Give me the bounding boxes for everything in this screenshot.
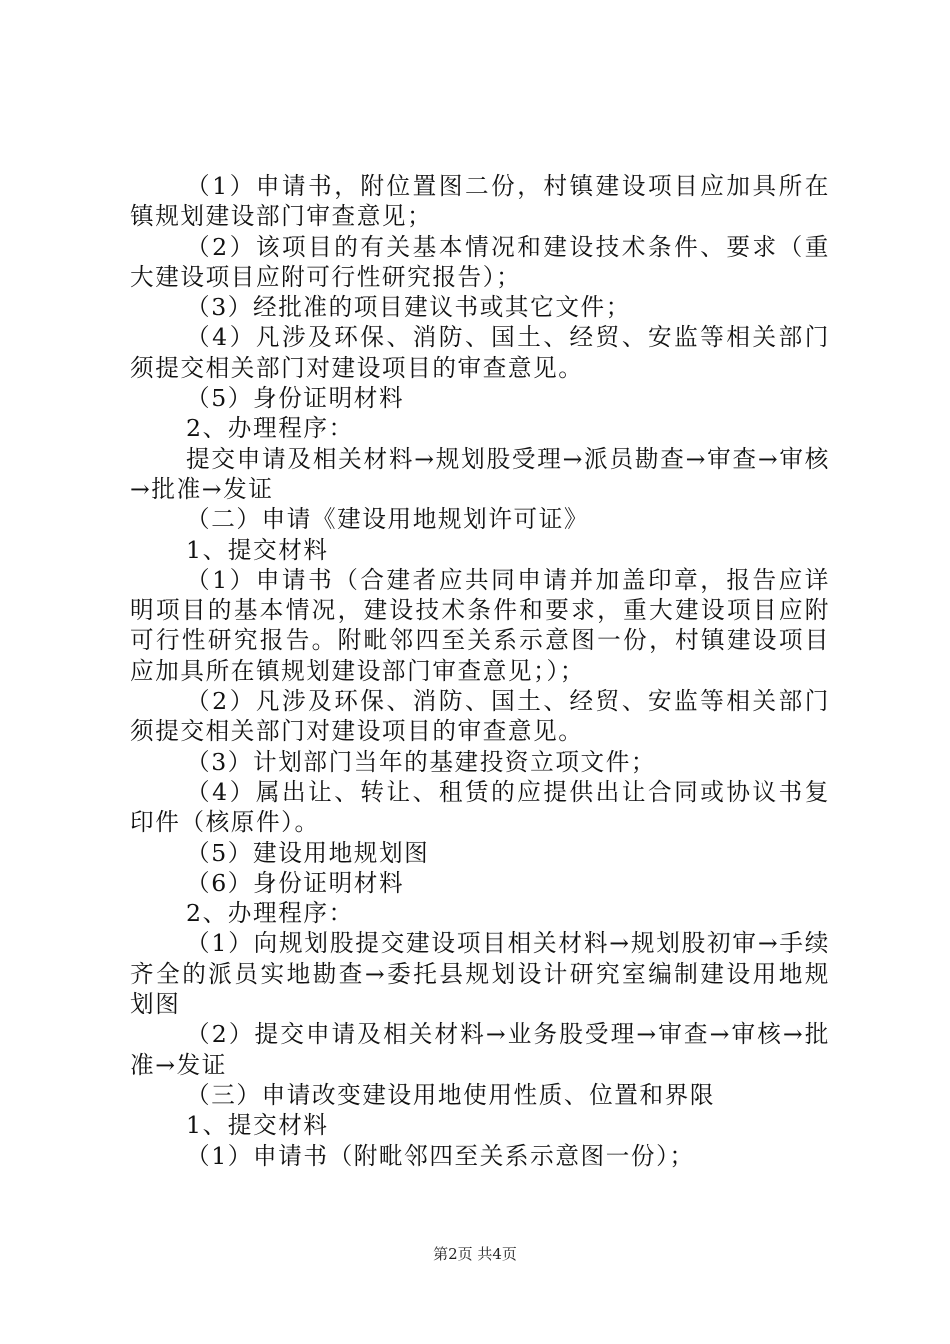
paragraph: （2）该项目的有关基本情况和建设技术条件、要求（重大建设项目应附可行性研究报告）； <box>130 232 830 291</box>
paragraph: （5）建设用地规划图 <box>186 838 430 867</box>
section-heading: （三）申请改变建设用地使用性质、位置和界限 <box>186 1080 716 1109</box>
section-heading: 1、提交材料 <box>186 1111 329 1140</box>
process-flow: 提交申请及相关材料→规划股受理→派员勘查→审查→审核→批准→发证 <box>130 444 830 503</box>
paragraph: （1）申请书（附毗邻四至关系示意图一份）； <box>186 1141 695 1170</box>
paragraph: （4）凡涉及环保、消防、国土、经贸、安监等相关部门须提交相关部门对建设项目的审查意见。 <box>130 323 830 382</box>
section-heading: 2、办理程序： <box>186 899 354 928</box>
paragraph: （4）属出让、转让、租赁的应提供出让合同或协议书复印件（核原件）。 <box>130 777 830 837</box>
body-text <box>130 171 830 1171</box>
paragraph: （6）身份证明材料 <box>186 868 405 897</box>
paragraph: （2）凡涉及环保、消防、国土、经贸、安监等相关部门须提交相关部门对建设项目的审查意见。 <box>130 687 830 746</box>
paragraph: （5）身份证明材料 <box>186 384 405 413</box>
paragraph: （1）申请书（合建者应共同申请并加盖印章，报告应详明项目的基本情况，建设技术条件和要求，重大建设项目应附可行性研究报告。附毗邻四至关系示意图一份，村镇建设项目应加具所在镇规划建设部门审查意见；）； <box>130 565 830 685</box>
section-heading: （二）申请《建设用地规划许可证》 <box>186 505 590 534</box>
paragraph: （1）申请书，附位置图二份，村镇建设项目应加具所在镇规划建设部门审查意见； <box>130 172 830 231</box>
process-flow: （1）向规划股提交建设项目相关材料→规划股初审→手续齐全的派员实地勘查→委托县规划设计研究室编制建设用地规划图 <box>130 929 830 1019</box>
section-heading: 2、办理程序： <box>186 414 354 443</box>
section-heading: 1、提交材料 <box>186 535 329 564</box>
paragraph: （3）经批准的项目建议书或其它文件； <box>186 293 631 322</box>
process-flow: （2）提交申请及相关材料→业务股受理→审查→审核→批准→发证 <box>130 1020 830 1079</box>
page-footer: 第2页 共4页 <box>433 1245 517 1263</box>
paragraph: （3）计划部门当年的基建投资立项文件； <box>186 747 657 776</box>
